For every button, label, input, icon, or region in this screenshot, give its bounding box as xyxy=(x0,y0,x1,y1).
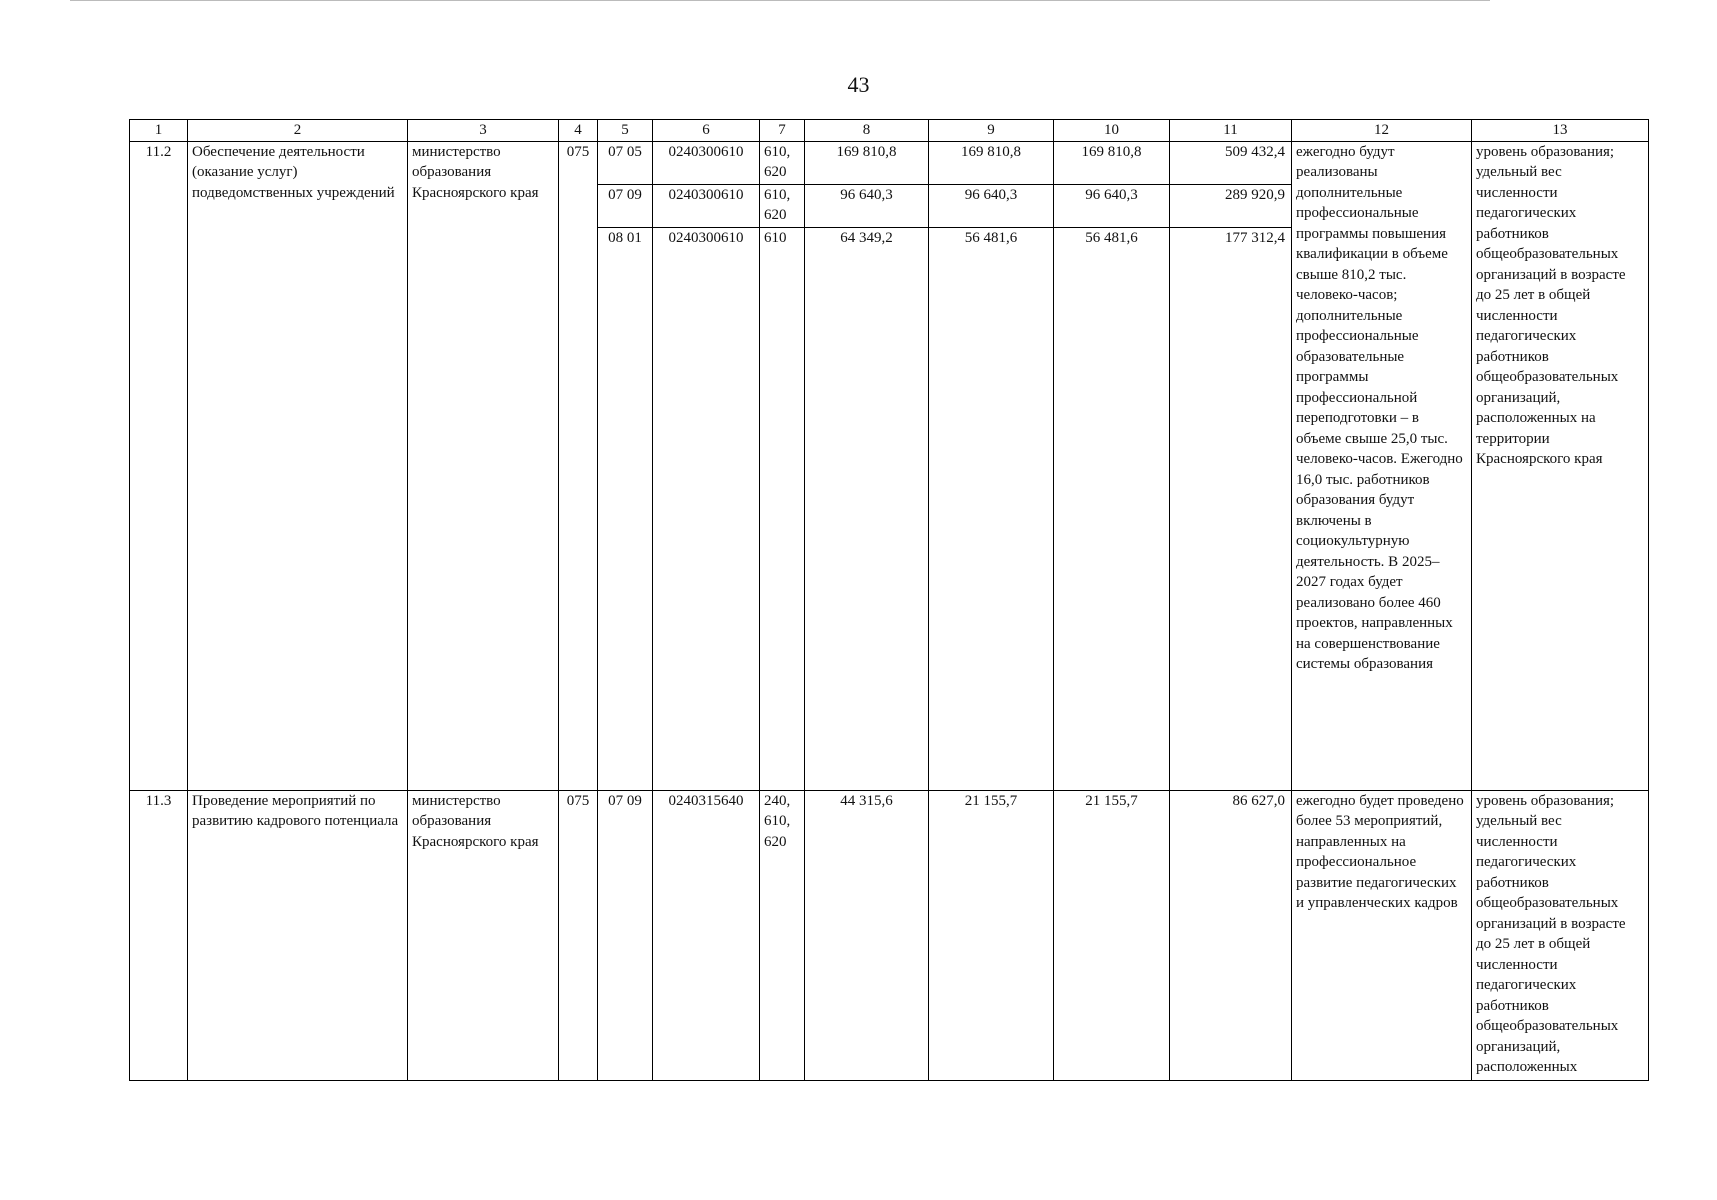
grbs-code: 075 xyxy=(559,790,598,1080)
header-row xyxy=(130,120,1649,142)
header-cell: 8 xyxy=(805,120,929,142)
executor: министерство образования Красноярского края xyxy=(408,141,559,790)
vr-code: 610, 620 xyxy=(760,184,805,227)
top-rule xyxy=(70,0,1490,1)
table-row xyxy=(130,141,1649,184)
executor: министерство образования Красноярского края xyxy=(408,790,559,1080)
amount-total: 177 312,4 xyxy=(1170,227,1292,790)
vr-code: 610 xyxy=(760,227,805,790)
indicator: уровень образования; удельный вес численности педагогических работников общеобразовательных организаций в возрасте до 25 лет в общей численности педагогических работников общеобразовательных организаций, расположенных на территории Красноярского края xyxy=(1472,141,1649,790)
expected-result: ежегодно будет проведено более 53 мероприятий, направленных на профессиональное развитие педагогических и управленческих кадров xyxy=(1292,790,1472,1080)
amount-2026: 96 640,3 xyxy=(929,184,1054,227)
event-name: Обеспечение деятельности (оказание услуг) подведомственных учреждений xyxy=(188,141,408,790)
header-cell: 3 xyxy=(408,120,559,142)
header-cell: 7 xyxy=(760,120,805,142)
header-cell: 1 xyxy=(130,120,188,142)
amount-2025: 169 810,8 xyxy=(805,141,929,184)
csr-code: 0240300610 xyxy=(653,141,760,184)
amount-2026: 21 155,7 xyxy=(929,790,1054,1080)
page-number: 43 xyxy=(847,72,870,97)
header-cell: 4 xyxy=(559,120,598,142)
header-cell: 2 xyxy=(188,120,408,142)
header-cell: 6 xyxy=(653,120,760,142)
amount-2027: 169 810,8 xyxy=(1054,141,1170,184)
rzpr-code: 07 05 xyxy=(598,141,653,184)
header-cell: 13 xyxy=(1472,120,1649,142)
indicator: уровень образования; удельный вес численности педагогических работников общеобразовательных организаций в возрасте до 25 лет в общей численности педагогических работников общеобразовательных организаций, расположенных xyxy=(1472,790,1649,1080)
header-cell: 5 xyxy=(598,120,653,142)
grbs-code: 075 xyxy=(559,141,598,790)
table-row xyxy=(130,790,1649,1080)
row-number: 11.3 xyxy=(130,790,188,1080)
row-number: 11.2 xyxy=(130,141,188,790)
amount-2027: 96 640,3 xyxy=(1054,184,1170,227)
amount-2026: 169 810,8 xyxy=(929,141,1054,184)
amount-2025: 44 315,6 xyxy=(805,790,929,1080)
amount-total: 86 627,0 xyxy=(1170,790,1292,1080)
vr-code: 610, 620 xyxy=(760,141,805,184)
amount-2025: 96 640,3 xyxy=(805,184,929,227)
header-cell: 11 xyxy=(1170,120,1292,142)
csr-code: 0240300610 xyxy=(653,227,760,790)
rzpr-code: 07 09 xyxy=(598,790,653,1080)
amount-2026: 56 481,6 xyxy=(929,227,1054,790)
header-cell: 10 xyxy=(1054,120,1170,142)
header-cell: 9 xyxy=(929,120,1054,142)
csr-code: 0240315640 xyxy=(653,790,760,1080)
amount-total: 289 920,9 xyxy=(1170,184,1292,227)
vr-code: 240, 610, 620 xyxy=(760,790,805,1080)
amount-2027: 56 481,6 xyxy=(1054,227,1170,790)
amount-2027: 21 155,7 xyxy=(1054,790,1170,1080)
header-cell: 12 xyxy=(1292,120,1472,142)
csr-code: 0240300610 xyxy=(653,184,760,227)
rzpr-code: 08 01 xyxy=(598,227,653,790)
event-name: Проведение мероприятий по развитию кадрового потенциала xyxy=(188,790,408,1080)
rzpr-code: 07 09 xyxy=(598,184,653,227)
program-table xyxy=(129,119,1649,1081)
expected-result: ежегодно будут реализованы дополнительные профессиональные программы повышения квалификации в объеме свыше 810,2 тыс. человеко-часов; дополнительные профессиональные образовательные программы профессиональной переподготовки – в объеме свыше 25,0 тыс. человеко-часов. Ежегодно 16,0 тыс. работников образования будут включены в социокультурную деятельность. В 2025–2027 годах будет реализовано более 460 проектов, направленных на совершенствование системы образования xyxy=(1292,141,1472,790)
amount-total: 509 432,4 xyxy=(1170,141,1292,184)
amount-2025: 64 349,2 xyxy=(805,227,929,790)
